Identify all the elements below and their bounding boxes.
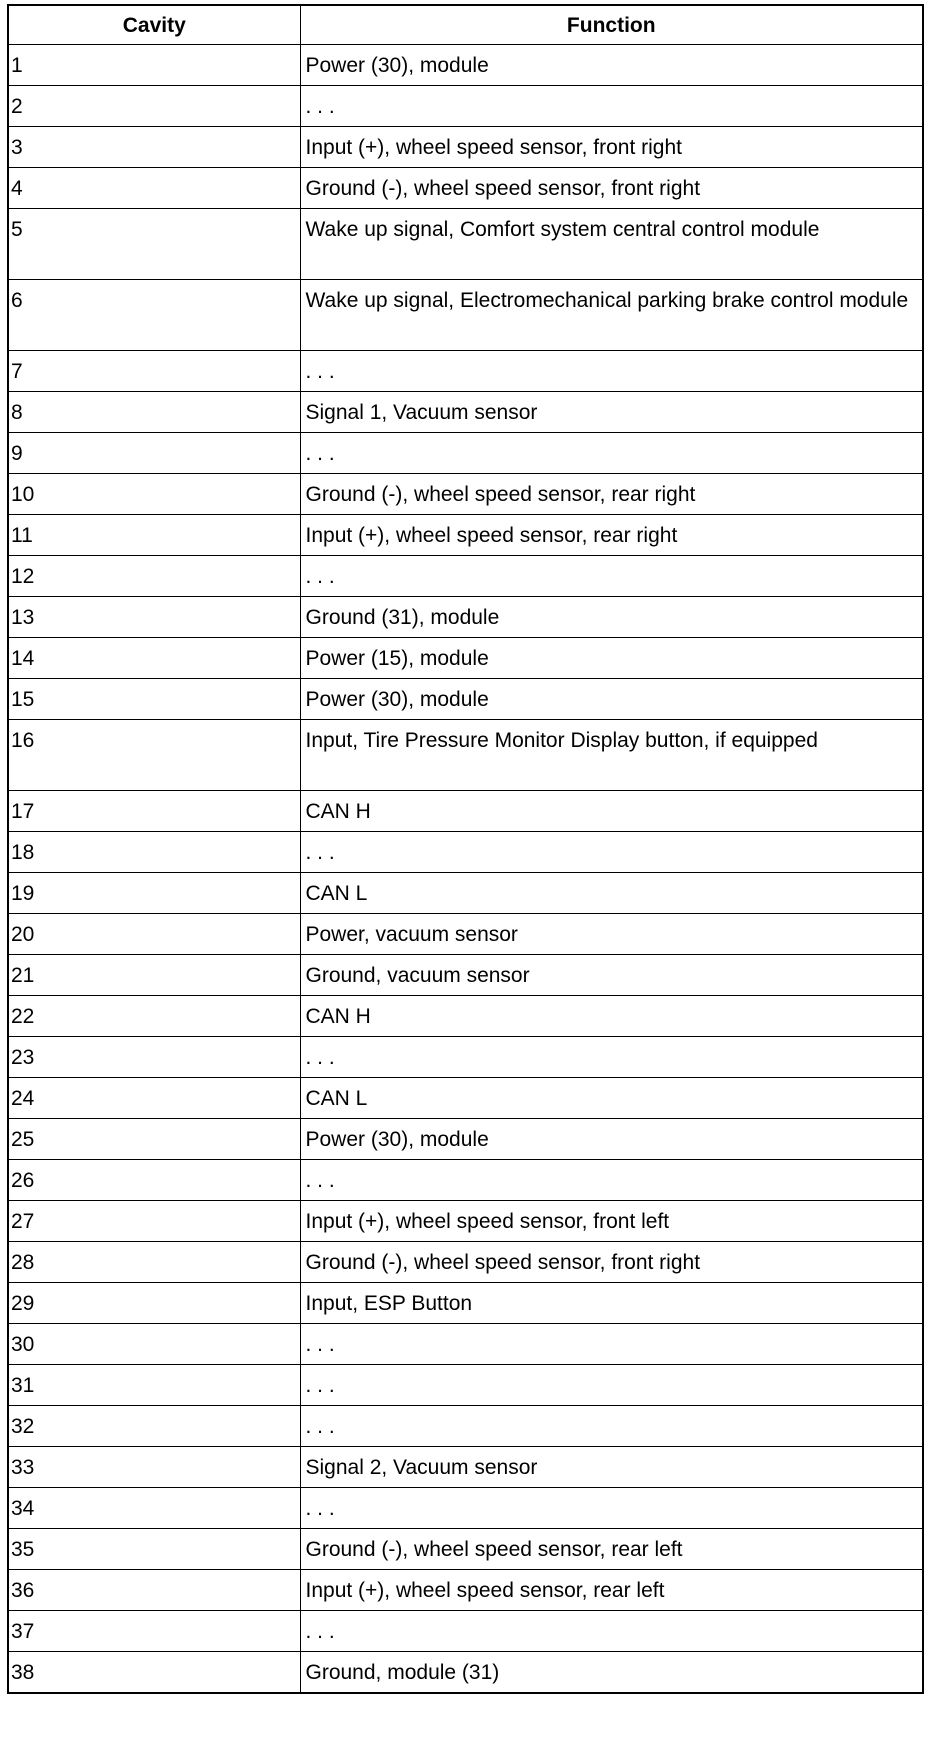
table-row xyxy=(8,597,923,638)
function-cell: Ground (-), wheel speed sensor, front right xyxy=(300,168,923,209)
table-row xyxy=(8,351,923,392)
cavity-cell: 30 xyxy=(8,1324,300,1365)
function-cell: . . . xyxy=(300,1611,923,1652)
cavity-cell: 9 xyxy=(8,433,300,474)
cavity-cell: 20 xyxy=(8,914,300,955)
function-cell: Ground (-), wheel speed sensor, front right xyxy=(300,1242,923,1283)
cavity-cell: 19 xyxy=(8,873,300,914)
table-row xyxy=(8,1201,923,1242)
table-row xyxy=(8,515,923,556)
table-row xyxy=(8,1570,923,1611)
table-row xyxy=(8,1324,923,1365)
table-row xyxy=(8,280,923,351)
function-cell: . . . xyxy=(300,1037,923,1078)
table-row xyxy=(8,1119,923,1160)
cavity-cell: 28 xyxy=(8,1242,300,1283)
cavity-cell: 4 xyxy=(8,168,300,209)
function-cell: Signal 2, Vacuum sensor xyxy=(300,1447,923,1488)
table-row xyxy=(8,209,923,280)
table-row xyxy=(8,474,923,515)
table-row xyxy=(8,45,923,86)
table-row xyxy=(8,638,923,679)
table-row xyxy=(8,1078,923,1119)
table-row xyxy=(8,392,923,433)
table-row xyxy=(8,556,923,597)
function-cell: Power, vacuum sensor xyxy=(300,914,923,955)
cavity-cell: 27 xyxy=(8,1201,300,1242)
table-body xyxy=(8,45,923,1693)
table-row xyxy=(8,1406,923,1447)
function-cell: . . . xyxy=(300,1160,923,1201)
cavity-cell: 35 xyxy=(8,1529,300,1570)
cavity-cell: 3 xyxy=(8,127,300,168)
function-cell: . . . xyxy=(300,433,923,474)
function-cell: . . . xyxy=(300,1365,923,1406)
cavity-cell: 31 xyxy=(8,1365,300,1406)
table-row xyxy=(8,1160,923,1201)
table-row xyxy=(8,955,923,996)
function-cell: Input (+), wheel speed sensor, front left xyxy=(300,1201,923,1242)
cavity-column-header: Cavity xyxy=(8,5,300,45)
function-cell: Wake up signal, Electromechanical parking brake control module xyxy=(300,280,923,351)
cavity-cell: 26 xyxy=(8,1160,300,1201)
function-cell: Input, Tire Pressure Monitor Display button, if equipped xyxy=(300,720,923,791)
table-row xyxy=(8,1242,923,1283)
cavity-cell: 1 xyxy=(8,45,300,86)
table-row xyxy=(8,86,923,127)
function-cell: Ground (-), wheel speed sensor, rear right xyxy=(300,474,923,515)
table-row xyxy=(8,720,923,791)
cavity-cell: 29 xyxy=(8,1283,300,1324)
function-cell: Ground (31), module xyxy=(300,597,923,638)
cavity-cell: 32 xyxy=(8,1406,300,1447)
function-cell: Power (15), module xyxy=(300,638,923,679)
cavity-cell: 24 xyxy=(8,1078,300,1119)
cavity-cell: 23 xyxy=(8,1037,300,1078)
table-row xyxy=(8,1611,923,1652)
cavity-cell: 10 xyxy=(8,474,300,515)
function-cell: . . . xyxy=(300,1488,923,1529)
table-row xyxy=(8,1365,923,1406)
table-row xyxy=(8,914,923,955)
cavity-cell: 37 xyxy=(8,1611,300,1652)
table-row xyxy=(8,127,923,168)
cavity-cell: 33 xyxy=(8,1447,300,1488)
cavity-cell: 21 xyxy=(8,955,300,996)
cavity-cell: 17 xyxy=(8,791,300,832)
pinout-table xyxy=(7,4,924,1694)
function-cell: . . . xyxy=(300,556,923,597)
cavity-cell: 16 xyxy=(8,720,300,791)
table-row xyxy=(8,1037,923,1078)
function-cell: Signal 1, Vacuum sensor xyxy=(300,392,923,433)
table-row xyxy=(8,1283,923,1324)
table-row xyxy=(8,996,923,1037)
cavity-cell: 7 xyxy=(8,351,300,392)
cavity-cell: 8 xyxy=(8,392,300,433)
table-row xyxy=(8,791,923,832)
function-cell: Input (+), wheel speed sensor, front right xyxy=(300,127,923,168)
function-cell: CAN L xyxy=(300,873,923,914)
table-row xyxy=(8,1652,923,1693)
function-cell: Ground, module (31) xyxy=(300,1652,923,1693)
cavity-cell: 25 xyxy=(8,1119,300,1160)
function-cell: . . . xyxy=(300,86,923,127)
function-cell: Power (30), module xyxy=(300,1119,923,1160)
function-cell: CAN H xyxy=(300,996,923,1037)
function-cell: Power (30), module xyxy=(300,679,923,720)
cavity-cell: 38 xyxy=(8,1652,300,1693)
cavity-cell: 2 xyxy=(8,86,300,127)
cavity-cell: 5 xyxy=(8,209,300,280)
function-cell: Input, ESP Button xyxy=(300,1283,923,1324)
cavity-cell: 36 xyxy=(8,1570,300,1611)
table-row xyxy=(8,832,923,873)
function-cell: Input (+), wheel speed sensor, rear left xyxy=(300,1570,923,1611)
cavity-cell: 22 xyxy=(8,996,300,1037)
function-cell: CAN L xyxy=(300,1078,923,1119)
function-cell: . . . xyxy=(300,832,923,873)
function-cell: Ground, vacuum sensor xyxy=(300,955,923,996)
table-row xyxy=(8,1529,923,1570)
cavity-cell: 18 xyxy=(8,832,300,873)
function-cell: . . . xyxy=(300,351,923,392)
table-row xyxy=(8,433,923,474)
function-cell: . . . xyxy=(300,1406,923,1447)
cavity-cell: 14 xyxy=(8,638,300,679)
table-row xyxy=(8,873,923,914)
table-row xyxy=(8,1447,923,1488)
header-row xyxy=(8,5,923,45)
function-cell: Wake up signal, Comfort system central control module xyxy=(300,209,923,280)
table-row xyxy=(8,168,923,209)
table-row xyxy=(8,679,923,720)
table-header xyxy=(8,5,923,45)
function-cell: CAN H xyxy=(300,791,923,832)
cavity-cell: 34 xyxy=(8,1488,300,1529)
cavity-cell: 11 xyxy=(8,515,300,556)
cavity-cell: 15 xyxy=(8,679,300,720)
cavity-cell: 12 xyxy=(8,556,300,597)
function-cell: Power (30), module xyxy=(300,45,923,86)
cavity-cell: 13 xyxy=(8,597,300,638)
function-column-header: Function xyxy=(300,5,923,45)
table-row xyxy=(8,1488,923,1529)
function-cell: . . . xyxy=(300,1324,923,1365)
cavity-cell: 6 xyxy=(8,280,300,351)
function-cell: Ground (-), wheel speed sensor, rear left xyxy=(300,1529,923,1570)
function-cell: Input (+), wheel speed sensor, rear right xyxy=(300,515,923,556)
